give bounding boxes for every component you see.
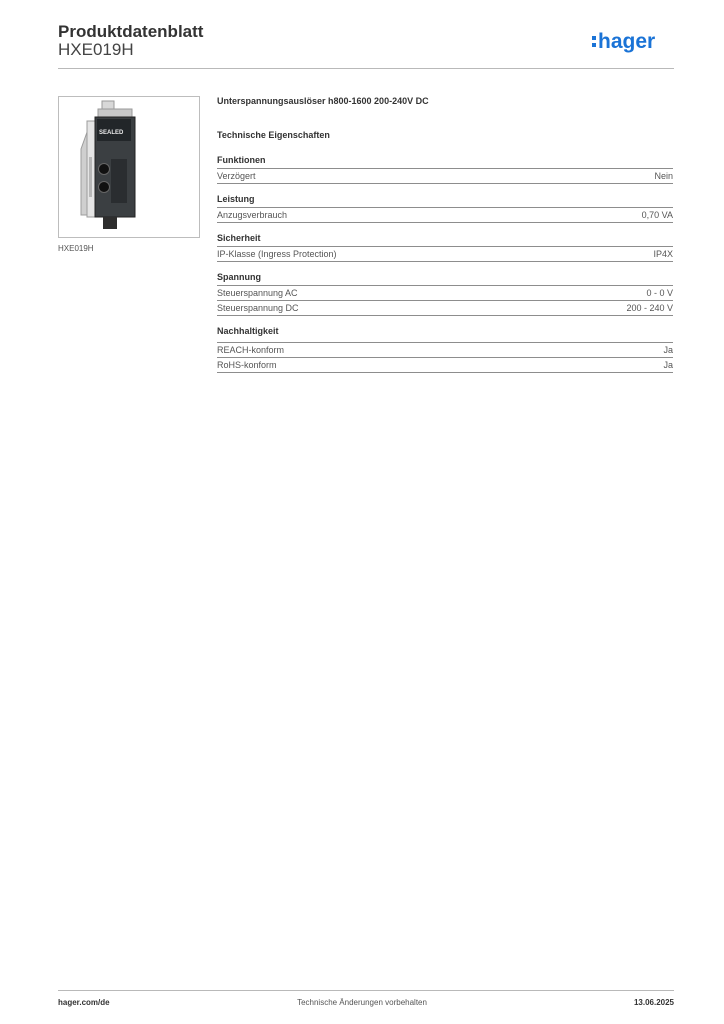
footer-website: hager.com/de: [58, 998, 110, 1007]
image-caption: HXE019H: [58, 244, 94, 253]
property-row: [217, 286, 673, 301]
footer-divider: [58, 990, 674, 991]
page-header: [58, 20, 674, 70]
group-title-funktionen: Funktionen: [217, 155, 266, 165]
property-row: [217, 247, 673, 262]
document-subtitle: HXE019H: [58, 40, 134, 59]
property-row: [217, 358, 673, 373]
group-title-leistung: Leistung: [217, 194, 255, 204]
property-value: Nein: [654, 171, 673, 181]
property-value: Ja: [663, 345, 673, 355]
product-name: Unterspannungsauslöser h800-1600 200-240V DC: [217, 96, 429, 106]
svg-text:hager: hager: [598, 30, 656, 53]
property-label: IP-Klasse (Ingress Protection): [217, 249, 337, 259]
property-row: [217, 343, 673, 358]
group-title-nachhaltigkeit: Nachhaltigkeit: [217, 326, 279, 336]
property-label: RoHS-konform: [217, 360, 277, 370]
group-title-sicherheit: Sicherheit: [217, 233, 261, 243]
property-label: Steuerspannung AC: [217, 288, 298, 298]
property-value: 0,70 VA: [641, 210, 673, 220]
property-value: 200 - 240 V: [626, 303, 673, 313]
property-label: REACH-konform: [217, 345, 285, 355]
property-row: [217, 169, 673, 184]
property-row: [217, 208, 673, 223]
property-value: 0 - 0 V: [646, 288, 673, 298]
property-row: [217, 301, 673, 316]
property-label: Anzugsverbrauch: [217, 210, 288, 220]
property-label: Verzögert: [217, 171, 256, 181]
group-title-spannung: Spannung: [217, 272, 261, 282]
header-divider: [58, 68, 674, 69]
section-heading: Technische Eigenschaften: [217, 130, 330, 140]
svg-text:SEALED: SEALED: [99, 130, 124, 136]
property-value: IP4X: [653, 249, 673, 259]
footer-disclaimer: Technische Änderungen vorbehalten: [297, 998, 427, 1007]
property-value: Ja: [663, 360, 673, 370]
footer-date: 13.06.2025: [633, 998, 674, 1007]
property-label: Steuerspannung DC: [217, 303, 299, 313]
hager-logo: [592, 28, 674, 59]
document-title: Produktdatenblatt: [58, 22, 204, 41]
product-image: [58, 96, 200, 238]
